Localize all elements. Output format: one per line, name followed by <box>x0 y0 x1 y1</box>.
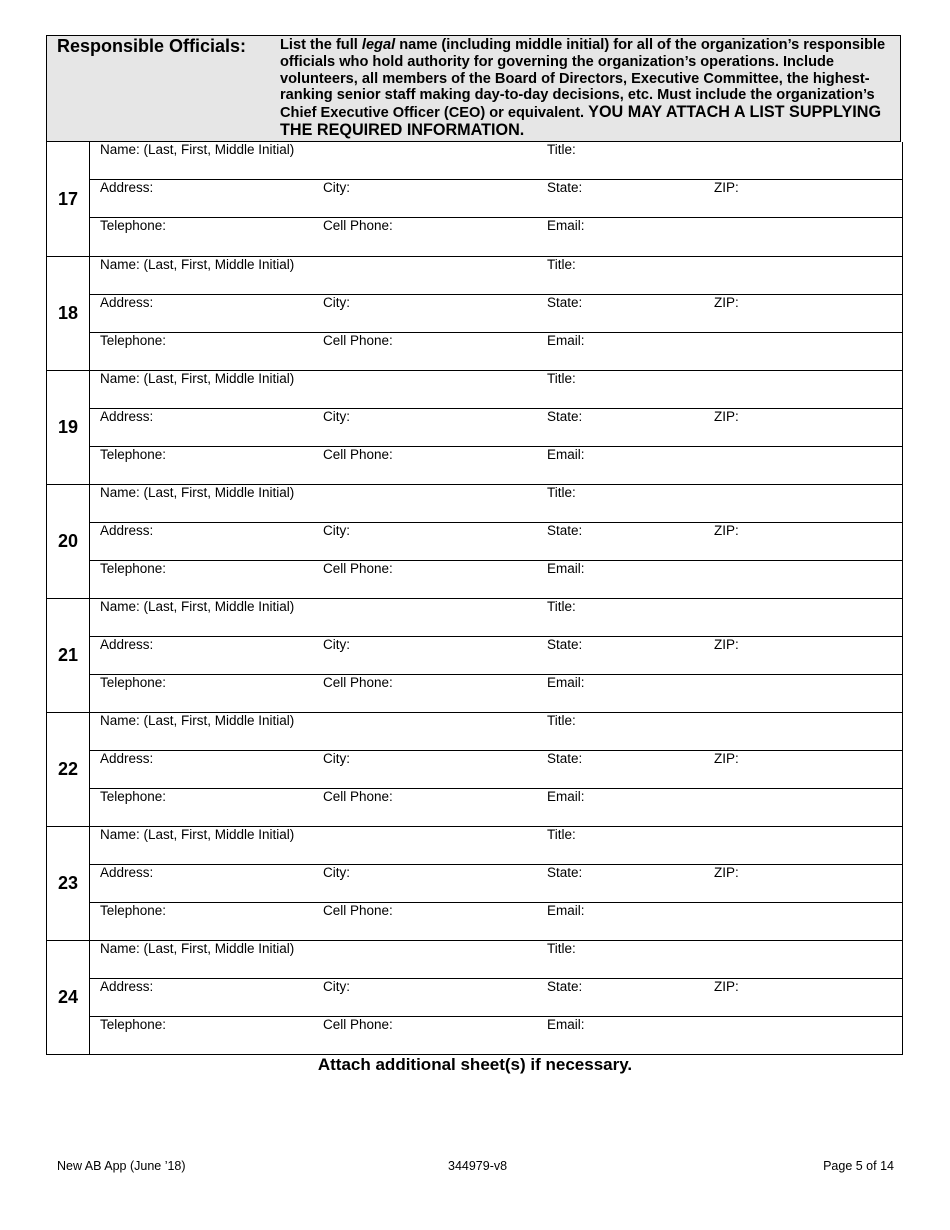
email-field-label: Email: <box>547 1017 585 1032</box>
name-field-label: Name: (Last, First, Middle Initial) <box>100 827 295 842</box>
telephone-field-label: Telephone: <box>100 447 167 462</box>
telephone-field-label: Telephone: <box>100 903 167 918</box>
contact-row[interactable] <box>90 903 902 941</box>
cell-phone-field-label: Cell Phone: <box>323 333 393 348</box>
address-field-label: Address: <box>100 523 154 538</box>
name-field-label: Name: (Last, First, Middle Initial) <box>100 941 295 956</box>
name-title-row[interactable] <box>90 257 902 295</box>
telephone-field-label: Telephone: <box>100 218 167 233</box>
zip-field-label: ZIP: <box>714 523 739 538</box>
state-field-label: State: <box>547 523 583 538</box>
title-field-label: Title: <box>547 827 576 842</box>
official-entry <box>47 370 902 484</box>
name-title-row[interactable] <box>90 713 902 751</box>
city-field-label: City: <box>323 523 350 538</box>
city-field-label: City: <box>323 409 350 424</box>
cell-phone-field-label: Cell Phone: <box>323 561 393 576</box>
footer-doc-id: 344979-v8 <box>448 1159 508 1173</box>
name-title-row[interactable] <box>90 142 902 180</box>
cell-phone-field-label: Cell Phone: <box>323 1017 393 1032</box>
official-entry <box>47 826 902 940</box>
email-field-label: Email: <box>547 561 585 576</box>
contact-row[interactable] <box>90 561 902 599</box>
address-field-label: Address: <box>100 751 154 766</box>
state-field-label: State: <box>547 865 583 880</box>
zip-field-label: ZIP: <box>714 409 739 424</box>
zip-field-label: ZIP: <box>714 295 739 310</box>
state-field-label: State: <box>547 637 583 652</box>
address-field-label: Address: <box>100 409 154 424</box>
email-field-label: Email: <box>547 447 585 462</box>
email-field-label: Email: <box>547 675 585 690</box>
official-entry <box>47 484 902 598</box>
state-field-label: State: <box>547 751 583 766</box>
title-field-label: Title: <box>547 941 576 956</box>
zip-field-label: ZIP: <box>714 180 739 195</box>
officials-table <box>46 142 903 1055</box>
title-field-label: Title: <box>547 371 576 386</box>
entry-number: 17 <box>47 142 90 256</box>
address-row[interactable] <box>90 523 902 561</box>
name-field-label: Name: (Last, First, Middle Initial) <box>100 485 295 500</box>
address-row[interactable] <box>90 751 902 789</box>
cell-phone-field-label: Cell Phone: <box>323 218 393 233</box>
telephone-field-label: Telephone: <box>100 789 167 804</box>
entry-number: 24 <box>47 941 90 1054</box>
address-row[interactable] <box>90 979 902 1017</box>
telephone-field-label: Telephone: <box>100 561 167 576</box>
city-field-label: City: <box>323 865 350 880</box>
title-field-label: Title: <box>547 599 576 614</box>
city-field-label: City: <box>323 295 350 310</box>
name-title-row[interactable] <box>90 827 902 865</box>
cell-phone-field-label: Cell Phone: <box>323 675 393 690</box>
address-row[interactable] <box>90 637 902 675</box>
contact-row[interactable] <box>90 789 902 827</box>
address-row[interactable] <box>90 295 902 333</box>
address-field-label: Address: <box>100 180 154 195</box>
entry-number: 20 <box>47 485 90 598</box>
cell-phone-field-label: Cell Phone: <box>323 903 393 918</box>
name-field-label: Name: (Last, First, Middle Initial) <box>100 599 295 614</box>
state-field-label: State: <box>547 409 583 424</box>
cell-phone-field-label: Cell Phone: <box>323 447 393 462</box>
telephone-field-label: Telephone: <box>100 333 167 348</box>
state-field-label: State: <box>547 180 583 195</box>
name-title-row[interactable] <box>90 941 902 979</box>
entry-number: 19 <box>47 371 90 484</box>
contact-row[interactable] <box>90 1017 902 1055</box>
section-title: Responsible Officials: <box>57 36 247 56</box>
title-field-label: Title: <box>547 485 576 500</box>
official-entry <box>47 598 902 712</box>
official-entry <box>47 712 902 826</box>
attach-note: Attach additional sheet(s) if necessary. <box>317 1055 633 1074</box>
city-field-label: City: <box>323 637 350 652</box>
name-field-label: Name: (Last, First, Middle Initial) <box>100 142 295 157</box>
address-row[interactable] <box>90 865 902 903</box>
email-field-label: Email: <box>547 218 585 233</box>
address-field-label: Address: <box>100 979 154 994</box>
zip-field-label: ZIP: <box>714 979 739 994</box>
entry-number: 23 <box>47 827 90 940</box>
contact-row[interactable] <box>90 675 902 713</box>
address-field-label: Address: <box>100 865 154 880</box>
contact-row[interactable] <box>90 447 902 485</box>
state-field-label: State: <box>547 295 583 310</box>
zip-field-label: ZIP: <box>714 751 739 766</box>
official-entry <box>47 256 902 370</box>
address-row[interactable] <box>90 409 902 447</box>
email-field-label: Email: <box>547 903 585 918</box>
cell-phone-field-label: Cell Phone: <box>323 789 393 804</box>
name-title-row[interactable] <box>90 599 902 637</box>
title-field-label: Title: <box>547 142 576 157</box>
email-field-label: Email: <box>547 789 585 804</box>
footer-page-number: Page 5 of 14 <box>823 1159 894 1173</box>
address-row[interactable] <box>90 180 902 218</box>
entry-number: 21 <box>47 599 90 712</box>
name-field-label: Name: (Last, First, Middle Initial) <box>100 371 295 386</box>
city-field-label: City: <box>323 979 350 994</box>
city-field-label: City: <box>323 751 350 766</box>
entry-number: 18 <box>47 257 90 370</box>
name-field-label: Name: (Last, First, Middle Initial) <box>100 713 295 728</box>
email-field-label: Email: <box>547 333 585 348</box>
entry-number: 22 <box>47 713 90 826</box>
city-field-label: City: <box>323 180 350 195</box>
zip-field-label: ZIP: <box>714 637 739 652</box>
official-entry <box>47 142 902 256</box>
zip-field-label: ZIP: <box>714 865 739 880</box>
address-field-label: Address: <box>100 637 154 652</box>
title-field-label: Title: <box>547 713 576 728</box>
telephone-field-label: Telephone: <box>100 1017 167 1032</box>
telephone-field-label: Telephone: <box>100 675 167 690</box>
contact-row[interactable] <box>90 333 902 371</box>
address-field-label: Address: <box>100 295 154 310</box>
name-title-row[interactable] <box>90 485 902 523</box>
name-field-label: Name: (Last, First, Middle Initial) <box>100 257 295 272</box>
title-field-label: Title: <box>547 257 576 272</box>
name-title-row[interactable] <box>90 371 902 409</box>
section-instructions: List the full legal name (including middle initial) for all of the organization’s responsible officials who hold authority for governing the organization’s operations. Include volunteers, all members of the Board of Directors, Executive Committee, the highest-ranking senior staff making day-to-day decisions, etc. Must include the organization’s Chief Executive Officer (CEO) or equivalent. YOU MAY ATTACH A LIST SUPPLYING THE REQUIRED INFORMATION. <box>280 37 886 139</box>
official-entry <box>47 940 902 1054</box>
state-field-label: State: <box>547 979 583 994</box>
contact-row[interactable] <box>90 218 902 256</box>
responsible-officials-header <box>46 35 901 142</box>
footer-form-version: New AB App (June ’18) <box>57 1159 186 1173</box>
